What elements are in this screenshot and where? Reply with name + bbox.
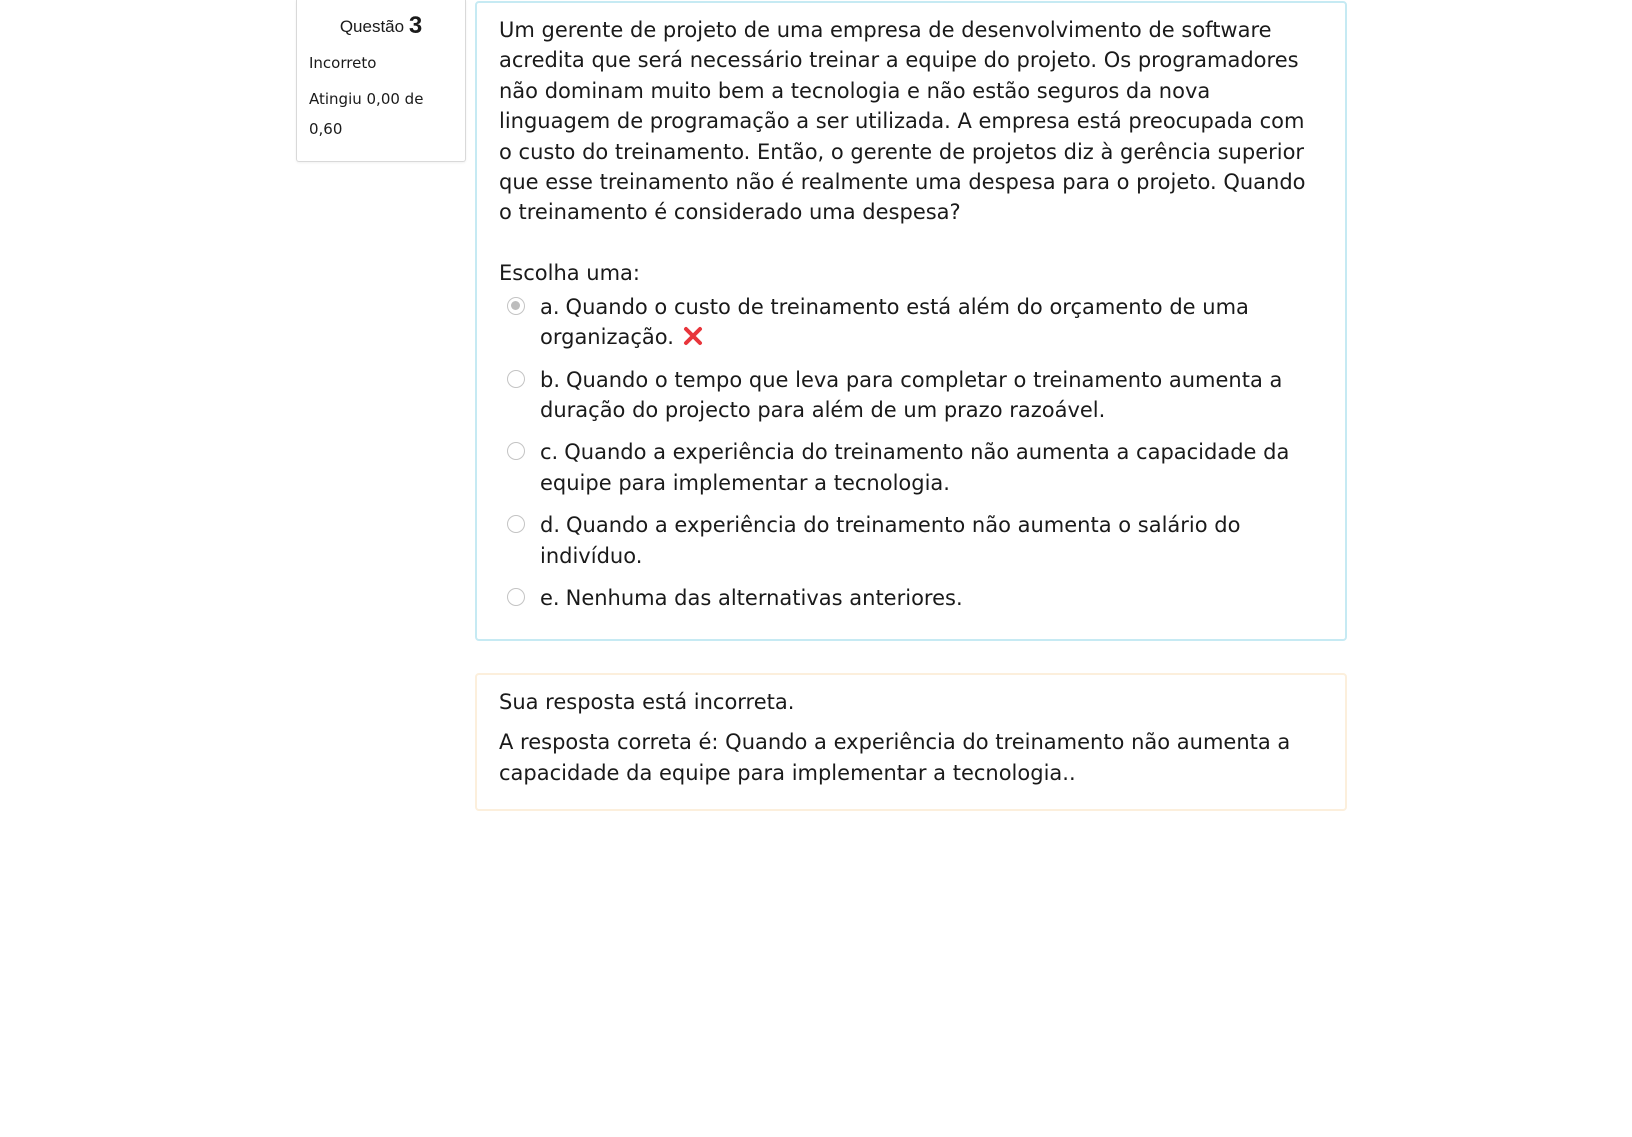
answer-text: Quando a experiência do treinamento não aumenta a capacidade da equipe para implementar a tecnologia. bbox=[540, 440, 1290, 495]
feedback-panel bbox=[475, 673, 1347, 811]
answer-prompt: Escolha uma: bbox=[499, 260, 641, 285]
answer-option-d[interactable] bbox=[507, 510, 1323, 571]
answer-letter: a. bbox=[540, 294, 560, 319]
answer-label-a[interactable] bbox=[540, 292, 1323, 353]
answer-radio-a[interactable] bbox=[507, 297, 525, 315]
answer-option-c[interactable] bbox=[507, 437, 1323, 498]
answer-letter: c. bbox=[540, 440, 559, 465]
answer-label-e[interactable] bbox=[540, 583, 1323, 613]
answer-text: Nenhuma das alternativas anteriores. bbox=[565, 586, 963, 611]
answer-radio-c[interactable] bbox=[507, 442, 525, 460]
answer-letter: d. bbox=[540, 513, 561, 538]
answer-option-a[interactable] bbox=[507, 292, 1323, 353]
cross-icon bbox=[682, 325, 704, 347]
answer-text: Quando a experiência do treinamento não aumenta o salário do indivíduo. bbox=[540, 513, 1241, 568]
answer-radio-d[interactable] bbox=[507, 515, 525, 533]
question-state: Incorreto bbox=[309, 54, 377, 72]
question-number-heading bbox=[309, 8, 453, 44]
answer-text: Quando o tempo que leva para completar o treinamento aumenta a duração do projecto para além de um prazo razoável. bbox=[540, 367, 1283, 423]
answer-letter: e. bbox=[540, 586, 560, 611]
feedback-status: Sua resposta está incorreta. bbox=[499, 690, 795, 714]
answer-label-b[interactable] bbox=[540, 365, 1323, 426]
question-info-panel bbox=[296, 0, 466, 162]
question-number: 3 bbox=[408, 12, 423, 39]
question-grade: Atingiu 0,00 de 0,60 bbox=[309, 90, 424, 138]
question-word: Questão bbox=[339, 17, 405, 36]
answer-radio-b[interactable] bbox=[507, 370, 525, 388]
answer-radio-e[interactable] bbox=[507, 588, 525, 606]
question-text: Um gerente de projeto de uma empresa de desenvolvimento de software acredita que será necessário treinar a equipe do projeto. Os programadores não dominam muito bem a tecnologia e não estão seguros da nova linguagem de programação a ser utilizada. A empresa está preocupada com o custo do treinamento. Então, o gerente de projetos diz à gerência superior que esse treinamento não é realmente uma despesa para o projeto. Quando o treinamento é considerado uma despesa? bbox=[499, 18, 1306, 225]
answer-option-b[interactable] bbox=[507, 365, 1323, 426]
answer-option-e[interactable] bbox=[507, 583, 1323, 613]
answer-text: Quando o custo de treinamento está além do orçamento de uma organização. bbox=[540, 294, 1249, 350]
question-content bbox=[475, 1, 1347, 641]
answer-label-d[interactable] bbox=[540, 510, 1323, 571]
answer-letter: b. bbox=[540, 367, 561, 392]
answer-label-c[interactable] bbox=[540, 437, 1323, 498]
answer-list bbox=[507, 292, 1323, 614]
feedback-right-answer: A resposta correta é: Quando a experiência do treinamento não aumenta a capacidade da equipe para implementar a tecnologia.. bbox=[499, 730, 1291, 785]
